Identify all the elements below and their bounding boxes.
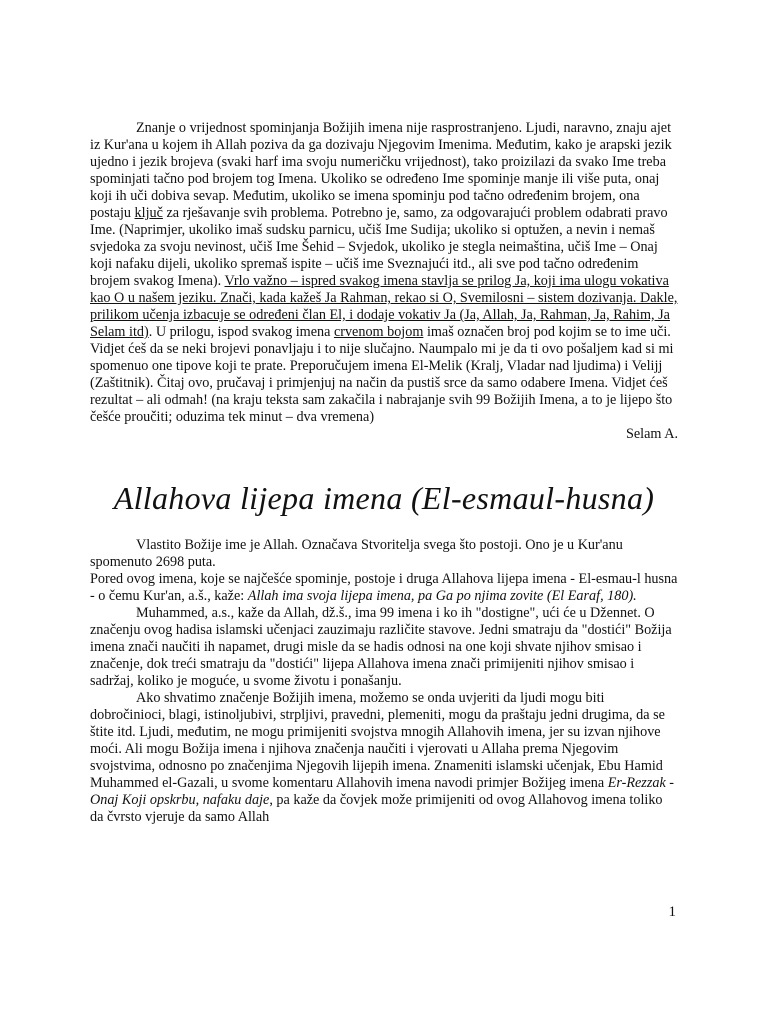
- intro-text-b: za rješavanje svih problema. Potrebno je, samo, za odgovarajući problem odabrati pravo Ime. (Naprimjer, ukoliko imaš sudsku parnicu, učiš Ime Sudija; ukoliko si optužen, a nevin i nemaš svjedoka za svoju nevinost, učiš Ime Šehid – Svjedok, ukoliko je stegla neimaština, učiš Ime – Onaj koji nafaku dijeli, ukoliko spremaš ispite – učiš ime Sveznajući itd., ali sve pod tačno određenim brojem svakog Imena).: [90, 205, 668, 289]
- intro-text-a: Znanje o vrijednost spominjanja Božijih imena nije rasprostranjeno. Ljudi, naravno, znaju ajet iz Kur'ana u kojem ih Allah poziva da ga dozivaju Njegovim Imenima. Međutim, kako je arapski jezik ujedno i jezik brojeva (svaki harf ima svoju numeričku vrijednost), tako proizilazi da svako Ime treba spominjati tačno pod brojem tog Imena. Ukoliko se određeno Ime spominje manje ili više puta, onaj koji ih uči dobiva sevap. Međutim, ukoliko se imena spominju pod tačno određenim brojem, ona postaju: [90, 120, 672, 221]
- intro-paragraph: [90, 120, 678, 426]
- vocative-note: Vrlo važno – ispred svakog imena stavlja se prilog Ja, koji ima ulogu vokativa kao O u našem jeziku. Znači, kada kažeš Ja Rahman, rekao si O, Svemilosni – sistem dozivanja. Dakle, prilikom učenja izbacuje se određeni član El, i dodaje vokativ Ja (Ja, Allah, Ja, Rahman, Ja, Rahim, Ja Selam itd): [90, 273, 678, 340]
- paragraph-allah-name: Vlastito Božije ime je Allah. Označava Stvoritelja svega što postoji. Ono je u Kur'anu spomenuto 2698 puta.: [90, 537, 623, 570]
- paragraph-hadith: Muhammed, a.s., kaže da Allah, dž.š., ima 99 imena i ko ih "dostigne", ući će u Džennet. O značenju ovog hadisa islamski učenjaci zauzimaju različite stavove. Jedni smatraju da "dostići" Božija imena znači naučiti ih napamet, drugi misle da se hadis odnosi na one koji shvate njihov smisao i značenje, dok treći smatraju da "dostići" lijepa Allahova imena znači primijeniti njihov smisao i sadržaj, koliko je moguće, u svome životu i ponašanju.: [90, 605, 672, 689]
- other-names-text: Pored ovog imena, koje se najčešće spominje, postoje i druga Allahova lijepa imena - El-esmau-l husna - o čemu Kur'an, a.š., kaže:: [90, 571, 678, 604]
- keyword-kljuc: ključ: [134, 205, 163, 221]
- document-page: [90, 120, 678, 826]
- section-title: Allahova lijepa imena (El-esmaul-husna): [113, 480, 655, 516]
- meaning-text-a: Ako shvatimo značenje Božijih imena, možemo se onda uvjeriti da ljudi mogu biti dobročinioci, blagi, istinoljubivi, strpljivi, pravedni, plemeniti, mogu da praštaju jedni drugima, da se štite itd. Ljudi, međutim, ne mogu primijeniti svojstva mnogih Allahovih imena, jer su izvan njihove moći. Ali mogu Božija imena i njihova značenja naučiti i vjerovati u Allaha prema Njegovim svojstvima, odnosno po značenjima Njegovih lijepih imena. Znameniti islamski učenjak, Ebu Hamid Muhammed el-Gazali, u svome komentaru Allahovih imena navodi primjer Božijeg imena: [90, 690, 665, 791]
- intro-text-d: imaš označen broj pod kojim se to ime uči. Vidjet ćeš da se neki brojevi ponavljaju i to nije slučajno. Naumpalo mi je da ti ovo pošaljem kad si mi spomenuo one tipove koji te prate. Preporučujem imena El-Melik (Kralj, Vladar nad ljudima) i Velijj (Zaštitnik). Čitaj ovo, pručavaj i primjenjuj na način da pustiš srce da samo odabere Imena. Vidjet ćeš rezultat – ali odmah! (na kraju teksta sam zakačila i nabrajanje svih 99 Božijih Imena, a to je lijepo što češće proučiti; oduzima tek minut – dva vremena): [90, 324, 674, 425]
- paragraph-other-names: [90, 571, 678, 605]
- meaning-text-b: , pa kaže da čovjek može primijeniti od ovog Allahovog imena toliko da čvrsto vjeruje da samo Allah: [90, 792, 663, 825]
- page-number: 1: [668, 904, 676, 920]
- red-color-note: crvenom bojom: [333, 324, 424, 340]
- quran-quote: Allah ima svoja lijepa imena, pa Ga po njima zovite (El Earaf, 180).: [247, 588, 637, 604]
- signature: Selam A.: [625, 426, 678, 442]
- intro-text-c: . U prilogu, ispod svakog imena: [148, 324, 334, 340]
- paragraph-meaning: [90, 690, 678, 826]
- er-rezzak-name: Er-Rezzak - Onaj Koji opskrbu, nafaku daje: [90, 775, 675, 808]
